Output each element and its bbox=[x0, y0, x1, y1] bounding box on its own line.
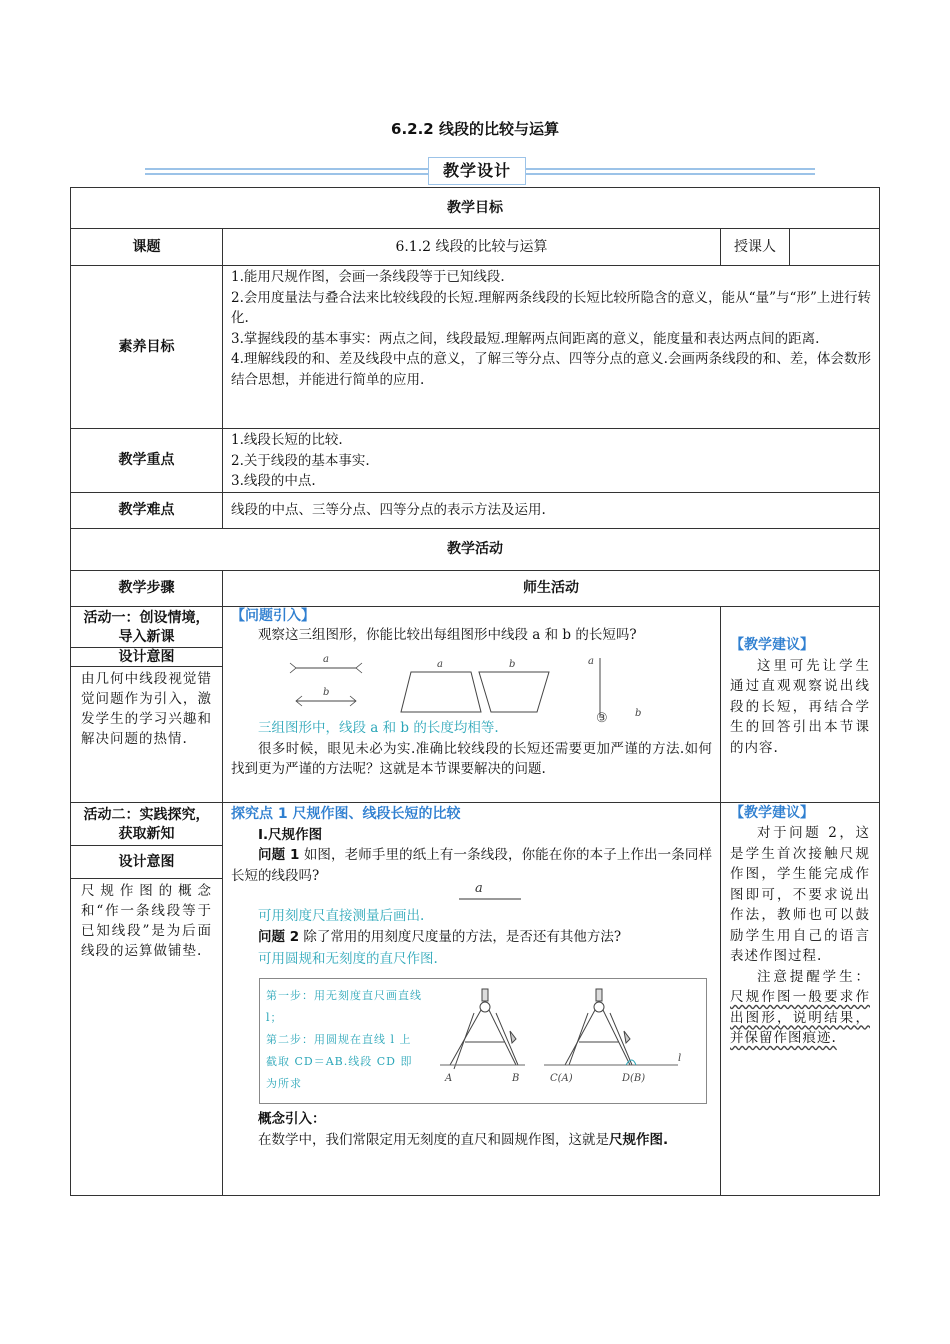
literacy-goals bbox=[222, 265, 880, 429]
concept-text bbox=[231, 1129, 712, 1151]
question1-text: 如图，老师手里的纸上有一条线段，你能在你的本子上作出一条同样长短的线段吗? bbox=[231, 847, 712, 884]
fig2-label-b: b bbox=[509, 659, 516, 670]
activity2-advice-emphasis: 尺规作图一般要求作出图形，说明结果，并保留作图痕迹. bbox=[730, 989, 870, 1046]
teacher-student-label: 师生活动 bbox=[222, 570, 880, 607]
difficulty-label: 教学难点 bbox=[70, 492, 223, 529]
activity1-intent-label: 设计意图 bbox=[70, 647, 223, 667]
fig1-label-a: a bbox=[323, 654, 329, 665]
activity2-intent-text: 尺规作图的概念和“作一条线段等于已知线段”是为后面线段的运算做铺垫. bbox=[70, 878, 223, 1196]
question2-text: 除了常用的用刻度尺度量的方法，是否还有其他方法? bbox=[303, 929, 622, 945]
lesson-name: 6.1.2 线段的比较与运算 bbox=[222, 228, 721, 266]
point-A: A bbox=[445, 1073, 453, 1084]
goals-header: 教学目标 bbox=[70, 187, 880, 229]
activity2-intent-label: 设计意图 bbox=[70, 845, 223, 879]
page-title: 6.2.2 线段的比较与运算 bbox=[391, 120, 559, 138]
steps-label: 教学步骤 bbox=[70, 570, 223, 607]
concept-label: 概念引入： bbox=[258, 1111, 326, 1127]
compass1-handle bbox=[482, 989, 488, 1001]
teacher-value bbox=[789, 228, 880, 266]
exploration-point-title: 探究点 1 尺规作图、线段长短的比较 bbox=[231, 806, 461, 822]
literacy-item: 4.理解线段的和、差及线段中点的意义，了解三等分点、四等分点的意义.会画两条线段的和、差，体会数形结合思想，并能进行简单的应用. bbox=[231, 351, 871, 388]
compass2-handle bbox=[596, 989, 602, 1001]
fig2-label-a: a bbox=[437, 659, 443, 670]
activity1-advice-tag: 【教学建议】 bbox=[730, 637, 814, 653]
activity1-answer: 三组图形中，线段 a 和 b 的长度均相等. bbox=[258, 720, 499, 736]
activity2-advice bbox=[720, 802, 880, 1196]
compass2-hinge bbox=[594, 1002, 604, 1012]
construction-figure bbox=[259, 978, 707, 1104]
activity1-title: 活动一：创设情境，导入新课 bbox=[70, 606, 223, 648]
question2-answer: 可用圆规和无刻度的直尺作图. bbox=[258, 951, 438, 967]
compass-construction-subtitle: Ⅰ.尺规作图 bbox=[258, 827, 323, 843]
teacher-label: 授课人 bbox=[720, 228, 790, 266]
fig3-number: ③ bbox=[596, 711, 608, 726]
concept-body: 在数学中，我们常限定用无刻度的直尺和圆规作图，这就是 bbox=[258, 1132, 609, 1148]
key-points bbox=[222, 428, 880, 493]
construction-step-1: 第一步：用无刻度直尺画直线 l； bbox=[266, 989, 422, 1024]
lesson-label: 课题 bbox=[70, 228, 223, 266]
key-item: 2.关于线段的基本事实. bbox=[231, 452, 370, 469]
activity2-advice-tag: 【教学建议】 bbox=[730, 805, 814, 821]
construction-step-2: 第二步：用圆规在直线 l 上截取 CD＝AB.线段 CD 即为所求 bbox=[266, 1033, 413, 1090]
activity2-title: 活动二：实践探究，获取新知 bbox=[70, 802, 223, 846]
literacy-item: 1.能用尺规作图，会画一条线段等于已知线段. bbox=[231, 269, 505, 285]
literacy-item: 2.会用度量法与叠合法来比较线段的长短.理解两条线段的长短比较所隐含的意义，能从“量”与“形”上进行转化. bbox=[231, 289, 871, 326]
activity2-advice-text2 bbox=[730, 967, 870, 1049]
activity1-content bbox=[222, 606, 721, 803]
activity1-advice-text: 这里可先让学生通过直观观察说出线段的长短，再结合学生的回答引出本节课的内容. bbox=[730, 657, 870, 756]
compass1-hinge bbox=[480, 1002, 490, 1012]
question2-label: 问题 2 bbox=[258, 929, 300, 945]
fig3-number-layer bbox=[231, 706, 711, 726]
difficulty-text: 线段的中点、三等分点、四等分点的表示方法及运用. bbox=[222, 492, 880, 529]
activity1-intent-text: 由几何中线段视觉错觉问题作为引入，激发学生的学习兴趣和解决问题的热情. bbox=[70, 666, 223, 803]
compass-diagram bbox=[260, 979, 708, 1105]
question2 bbox=[231, 927, 712, 948]
question1-label: 问题 1 bbox=[258, 847, 300, 863]
activity2-advice-text1: 对于问题 2，这是学生首次接触尺规作图，学生能完成作图即可，不要求说出作法，教师也可以鼓励学生用自己的语言表述作图过程. bbox=[730, 825, 870, 964]
literacy-item: 3.掌握线段的基本事实：两点之间，线段最短.理解两点间距离的意义，能度量和表达两点间的距离. bbox=[231, 330, 820, 347]
banner-label: 教学设计 bbox=[428, 157, 526, 185]
point-C: C(A) bbox=[550, 1073, 573, 1084]
key-item: 3.线段的中点. bbox=[231, 473, 316, 489]
literacy-label: 素养目标 bbox=[70, 265, 223, 429]
activity1-question: 观察这三组图形，你能比较出每组图形中线段 a 和 b 的长短吗? bbox=[258, 627, 637, 643]
fig3-label-b: b bbox=[635, 708, 642, 718]
activity2-content bbox=[222, 802, 721, 1196]
activity1-advice bbox=[720, 606, 880, 803]
activities-header: 教学活动 bbox=[70, 528, 880, 571]
point-B: B bbox=[512, 1073, 520, 1084]
label-l: l bbox=[678, 1053, 682, 1064]
question1-figure-label: a bbox=[475, 881, 483, 896]
fig1-label-b: b bbox=[323, 687, 330, 698]
point-D: D(B) bbox=[622, 1073, 646, 1084]
fig3-label-a: a bbox=[588, 656, 594, 667]
key-item: 1.线段长短的比较. bbox=[231, 432, 343, 448]
question1-answer: 可用刻度尺直接测量后画出. bbox=[258, 908, 425, 924]
problem-intro-tag: 【问题引入】 bbox=[231, 608, 315, 624]
key-label: 教学重点 bbox=[70, 428, 223, 493]
activity2-advice-text2-pre: 注意提醒学生： bbox=[757, 968, 870, 985]
concept-term: 尺规作图. bbox=[609, 1132, 669, 1148]
activity1-followup: 很多时候，眼见未必为实.准确比较线段的长短还需要更加严谨的方法.如何找到更为严谨的方法呢？这就是本节课要解决的问题. bbox=[231, 741, 712, 777]
